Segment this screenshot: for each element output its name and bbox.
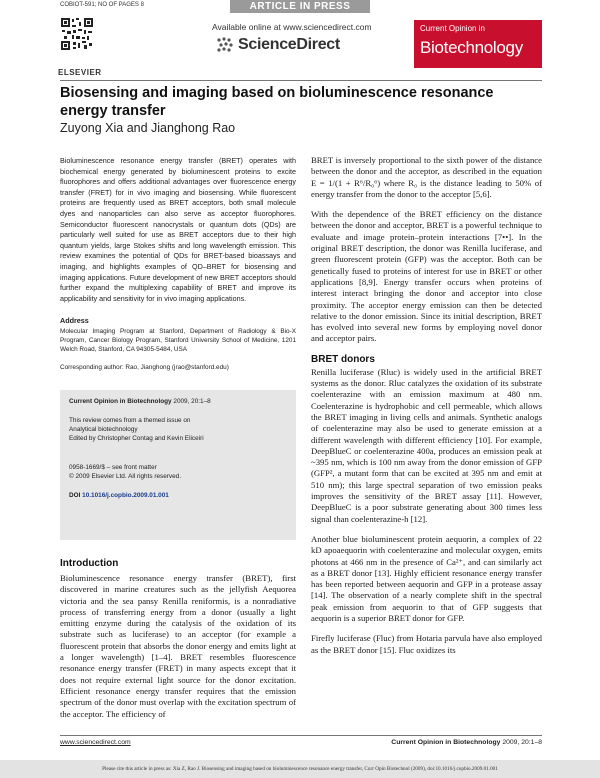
article-authors: Zuyong Xia and Jianghong Rao — [60, 121, 236, 135]
themed-issue-topic: Analytical biotechnology — [69, 426, 138, 433]
paragraph-renilla: Renilla luciferase (Rluc) is widely used in the artificial BRET systems as the donor. Rluc catalyzes the oxidation of its substrate coelenterazine with an emission maximum at 480 nm. Coelenterazine is hydrophobic and cell permeable, which allows the BRET imaging in living cells and animals. Synthetic analogs of coelenterazine may also be used to generate emission at a different wavelength with different efficiency [10]. For example, DeepBlueC or coelenterazine 400a, produces an emission peak at ~395 nm, which is 100 nm away from the donor emission of GFP (GFP², a mutant form that can be excited at 395 nm and emit at 510 nm); this large spectral separation of two emission peaks improves the sensitivity of the BRET assay [11]. However, DeepBlueC is a poor substrate generating about 300 times less signal than coelenterazine-h [12]. — [311, 366, 542, 524]
footer-journal — [391, 739, 542, 746]
footer-website-link[interactable]: www.sciencedirect.com — [60, 739, 131, 746]
issn-note: 0958-1669/$ – see front matter — [69, 464, 157, 471]
journal-brand-box — [414, 20, 542, 68]
abstract-text: Bioluminescence resonance energy transfer (BRET) operates with biochemical energy generated by bioluminescent proteins to excite fluorophores and offers additional advantages over fluorescence energy transfer (FRET) for in vivo imaging and biosensing. While fluorescent proteins are frequently used as BRET acceptors, both small molecule dyes and nanoparticles can also serve as acceptor fluorophores. Semiconductor fluorescent nanocrystals or quantum dots (QDs) are particularly well suited for use as BRET acceptors due to their high quantum yields, large Stokes shifts and long wavelength emission. This review examines the potential of QDs for BRET-based bioassays and imaging, and highlights examples of QD–BRET for biosensing and imaging applications. Future development of new BRET acceptors should further expand the multiplexing capability of BRET and improve its applicability and sensitivity for in vivo imaging applications. — [60, 156, 296, 303]
journal-citation-rest: 2009, 20:1–8 — [173, 398, 211, 405]
journal-brand-name: Biotechnology — [420, 38, 523, 57]
introduction-text: Bioluminescence resonance energy transfer (BRET), first discovered in marine creatures such as the jellyfish Aequorea victoria and the sea pansy Renilla reniformis, is a nonradiative process of transferring energy from a donor (usually a light emitting enzyme during the catalysis of the oxidation of its substrate such as luciferase) to an acceptor (for example a fluorescent protein that absorbs the donor energy and emits light at a longer wavelength) [1–4]. BRET resembles fluorescence resonance energy transfer (FRET) in many aspects except that it does not require external light source for the donor excitation. Efficient resonance energy transfer requires that the emission spectrum of the donor must overlap with the excitation spectrum of the acceptor. The efficiency of — [60, 573, 296, 719]
available-online-note: Available online at www.sciencedirect.com — [212, 22, 372, 32]
doi-line — [69, 491, 287, 500]
abstract-block — [60, 156, 296, 372]
copyright-note: © 2009 Elsevier Ltd. All rights reserved. — [69, 473, 181, 480]
paragraph-bret-efficiency: BRET is inversely proportional to the sixth power of the distance between the donor and the acceptor, as described in the equation E = 1/(1 + R⁶/R₀⁶) where R₀ is the distance leading to 50% of energy transfer from the donor to the acceptor [5,6]. — [311, 155, 542, 199]
article-info-box — [60, 390, 296, 540]
citation-bar: Please cite this article in press as: Xia Z, Rao J. Biosensing and imaging based on bioluminescence resonance energy transfer, Curr Opin Biotechnol (2009), doi:10.1016/j.copbio.2009.01.001 — [0, 760, 600, 778]
footer-journal-issue: 2009, 20:1–8 — [502, 739, 542, 746]
footer-journal-name: Current Opinion in Biotechnology — [391, 739, 501, 746]
introduction-heading: Introduction — [60, 558, 119, 569]
article-in-press-banner: ARTICLE IN PRESS — [230, 0, 370, 13]
elsevier-logo: ELSEVIER — [58, 68, 102, 77]
paragraph-firefly: Firefly luciferase (Fluc) from Hotaria parvula have also employed as the BRET donor [15]. Fluc oxidizes its — [311, 633, 542, 655]
right-column — [311, 155, 542, 665]
journal-citation-label: Current Opinion in Biotechnology — [69, 398, 172, 405]
sciencedirect-logo-icon — [215, 36, 235, 54]
doi-link[interactable]: 10.1016/j.copbio.2009.01.001 — [82, 492, 169, 499]
address-text: Molecular Imaging Program at Stanford, Department of Radiology & Bio-X Program, Cancer Biology Program, Stanford University School of Medicine, 1201 Welch Road, Stanford, CA 94305-5484, USA — [60, 327, 296, 353]
article-title: Biosensing and imaging based on bioluminescence resonance energy transfer — [60, 85, 494, 119]
journal-brand-top: Current Opinion in — [420, 24, 485, 33]
themed-issue-note: This review comes from a themed issue on — [69, 417, 191, 424]
bret-donors-heading: BRET donors — [311, 353, 375, 365]
left-column — [60, 558, 296, 720]
doi-label: DOI — [69, 492, 81, 499]
editors-note: Edited by Christopher Contag and Kevin Eliceiri — [69, 435, 204, 442]
sciencedirect-logo-text: ScienceDirect — [238, 36, 340, 53]
paragraph-bret-distance: With the dependence of the BRET efficiency on the distance between the donor and acceptor, BRET is a powerful technique to evaluate and image protein–protein interactions [7••]. In the original BRET description, the donor was Renilla luciferase, and green fluorescent protein (GFP) was the acceptor. Both can be genetically fused to proteins of interest for use in BRET or other applications [8,9]. Energy transfer occurs when proteins of interest interact bringing the donor and acceptor into close proximity. The acceptor energy emission can then be detected relative to the donor emission. Since its initial description, BRET has evolved into several new forms by employing novel donor and acceptor pairs. — [311, 209, 542, 344]
address-heading: Address — [60, 316, 89, 326]
qr-code-icon — [60, 17, 94, 51]
corresponding-author: Corresponding author: Rao, Jianghong (jrao@stanford.edu) — [60, 363, 229, 371]
journal-citation — [69, 397, 287, 406]
manuscript-code: COBIOT-591; NO OF PAGES 8 — [60, 2, 144, 8]
footer-rule — [60, 735, 542, 736]
header-rule — [60, 80, 542, 81]
paragraph-aequorin: Another blue bioluminescent protein aequorin, a complex of 22 kD apoaequorin with coelenterazine and molecular oxygen, emits photons at 466 nm in the presence of Ca²⁺, and can similarly act as a BRET donor [13]. Highly efficient resonance energy transfer has been reported between aequorin and GFP in a protease assay [14]. The observation of a nearly complete shift in the spectral peak emission from aequorin to that of GFP suggests that aequorin is a superior BRET donor for GFP. — [311, 533, 542, 623]
